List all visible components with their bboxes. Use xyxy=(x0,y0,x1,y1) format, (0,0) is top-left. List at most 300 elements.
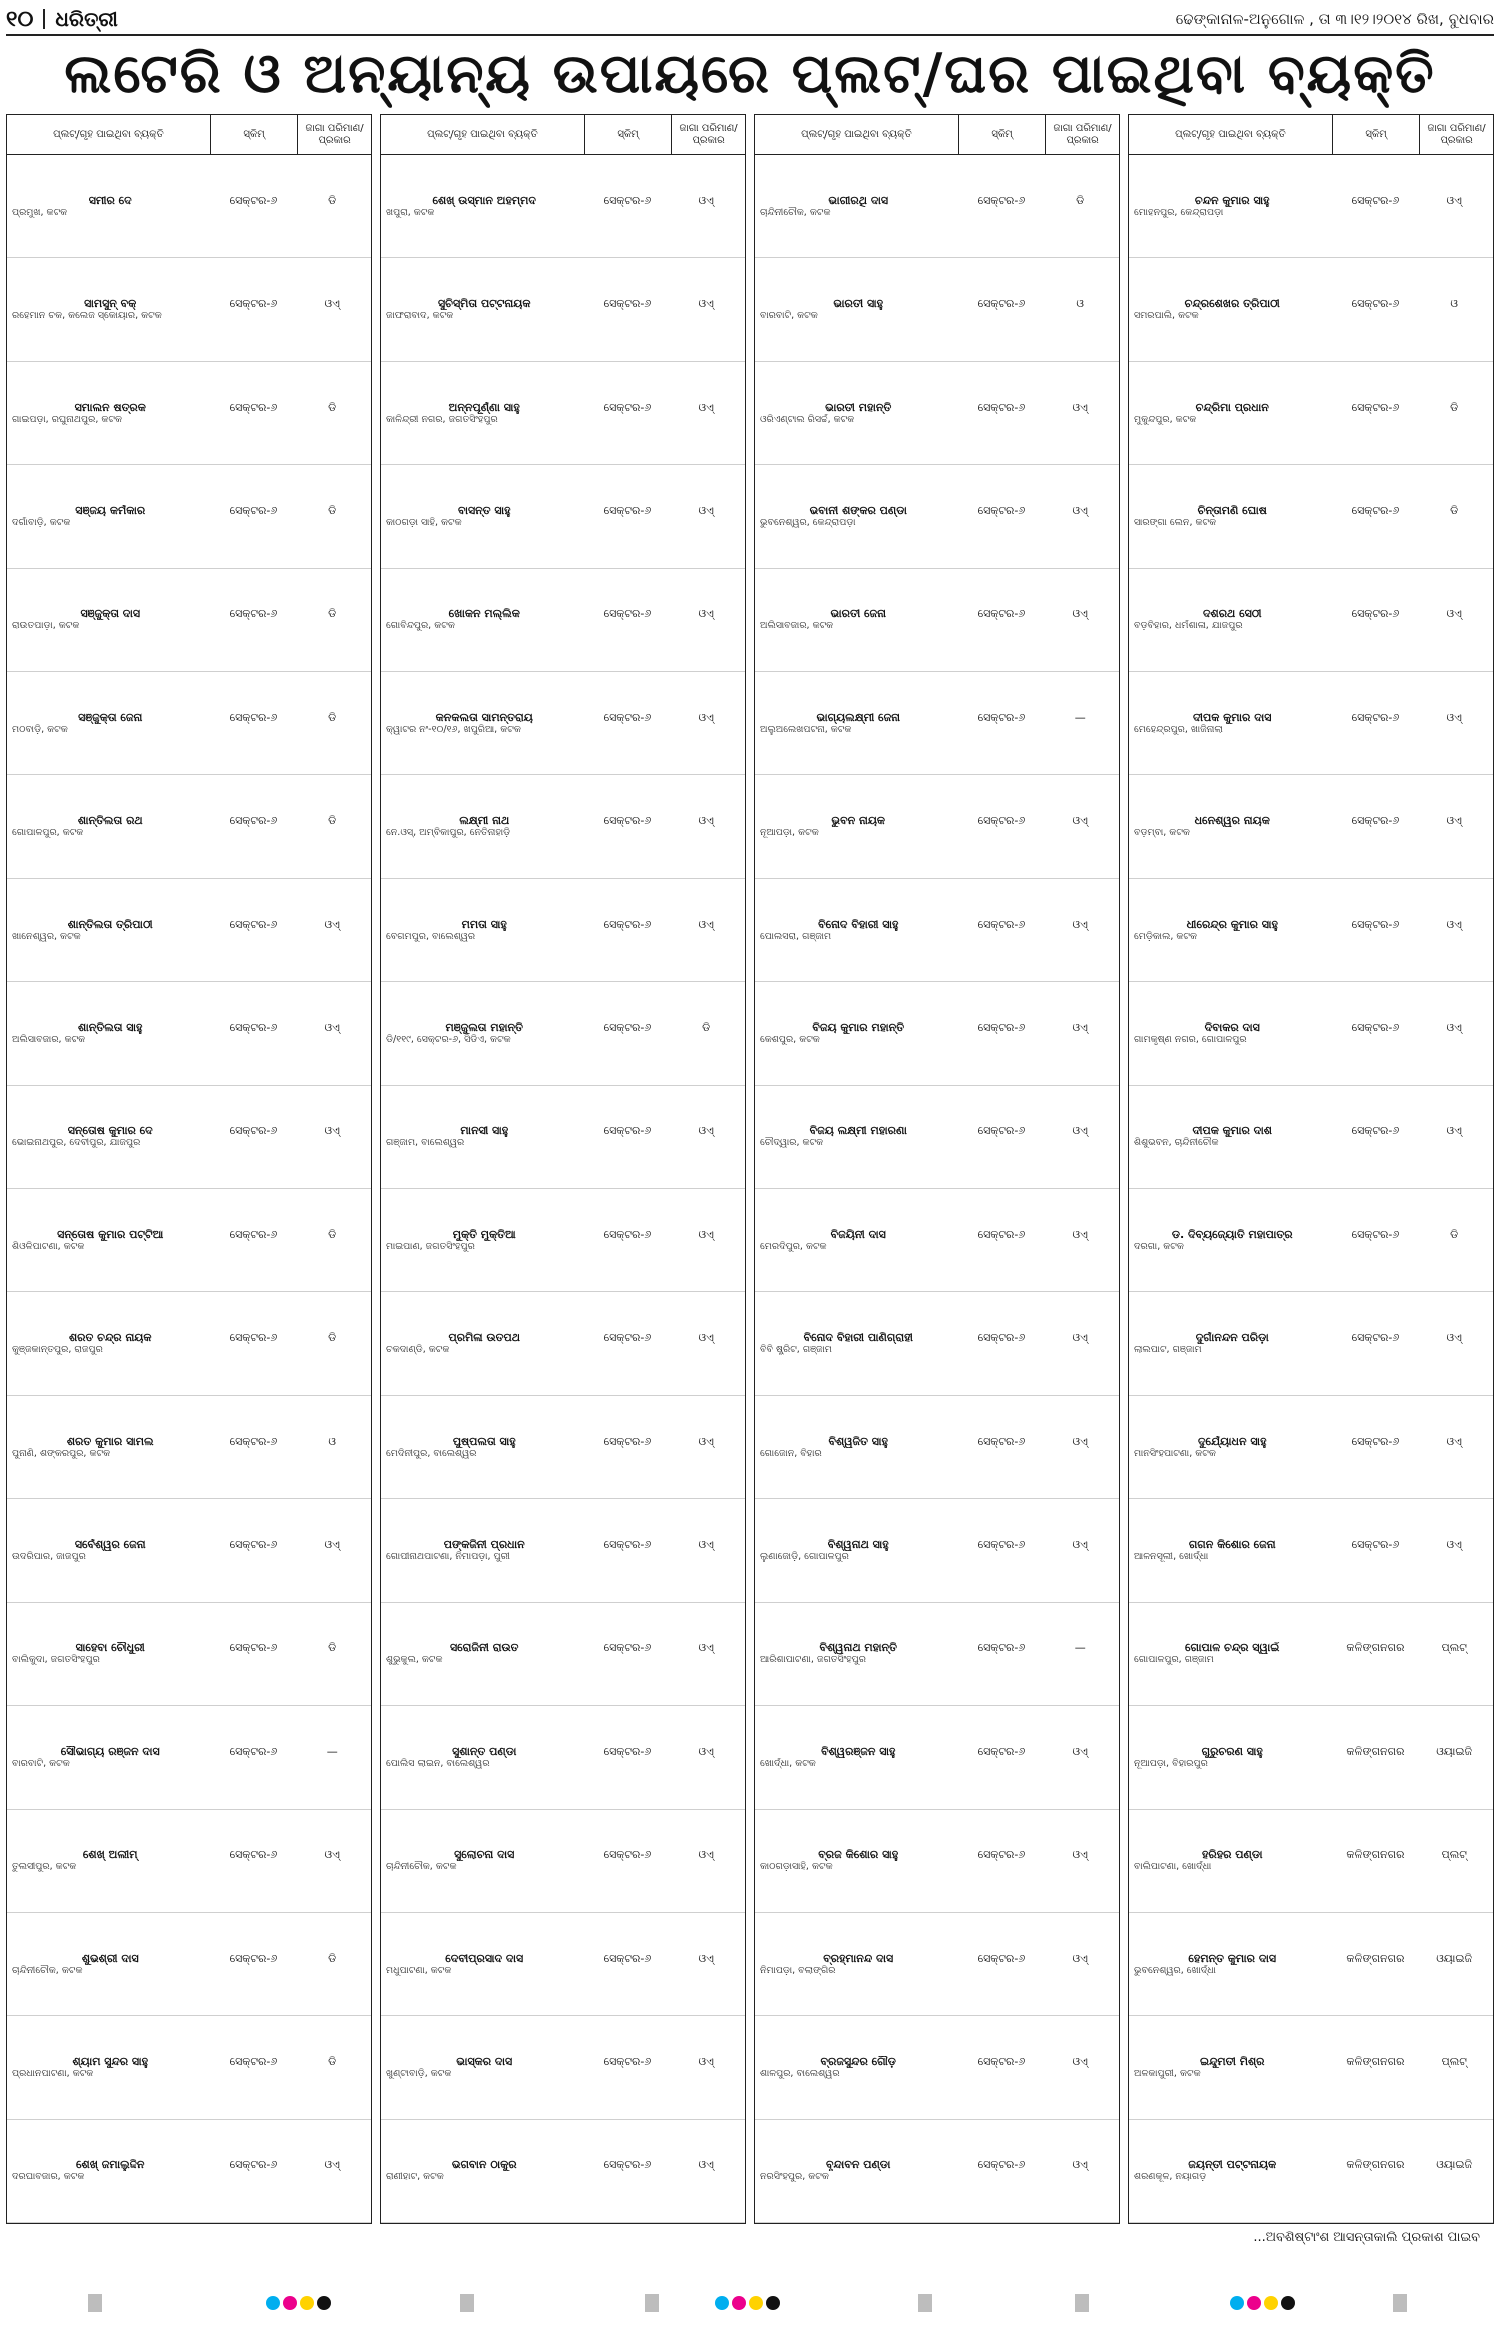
list-item xyxy=(381,1396,745,1499)
beneficiary-name: ପ୍ରମିଳା ଉତପଥ xyxy=(448,1332,520,1345)
list-item xyxy=(381,1706,745,1809)
beneficiary-name: ବିଶ୍ୱନାଥ ସାହୁ xyxy=(827,1538,889,1551)
beneficiary-name: ଦୁର୍ଯ୍ୟୋଧନ ସାହୁ xyxy=(1197,1435,1267,1448)
beneficiary-address: ପୁନାଣି, ଶଙ୍କରପୁର, କଟକ xyxy=(12,1447,111,1459)
scheme-name: ସେକ୍ଟର-୬ xyxy=(1351,298,1400,311)
color-dot xyxy=(1264,2296,1278,2310)
plot-size: ଓଏ୍ xyxy=(698,1538,714,1551)
entry-row xyxy=(10,608,368,620)
beneficiary-name: ଭାସ୍କର ଦାସ xyxy=(456,2056,513,2069)
plot-size: ଡି xyxy=(1076,194,1085,207)
plot-size: ଓଏ୍ xyxy=(1072,1332,1088,1345)
entry-row xyxy=(758,919,1116,931)
beneficiary-address: ବାଲିପାଟଣା, ଖୋର୍ଦ୍ଧା xyxy=(1134,1861,1212,1873)
dateline: ଢେଙ୍କାନାଳ-ଅନୁଗୋଳ , ତା ୩।୧୨।୨୦୧୪ ରିଖ, ବୁଧବାର xyxy=(1175,10,1494,28)
plot-size: ଓଏ୍ xyxy=(698,1952,714,1965)
beneficiary-name: ସୁଲୋଚନା ଦାସ xyxy=(454,1849,515,1862)
plot-size: ଓଏ୍ xyxy=(1072,504,1088,517)
beneficiary-name: ଶାନ୍ତିଲତା ସାହୁ xyxy=(78,1021,143,1034)
list-item xyxy=(755,1396,1119,1499)
plot-size: — xyxy=(1074,1642,1086,1655)
list-item xyxy=(7,1189,371,1292)
plot-size: ଓଏ୍ xyxy=(1446,194,1462,207)
list-item xyxy=(1129,155,1493,258)
list-item xyxy=(1129,1810,1493,1913)
beneficiary-address: ନିମାପଡ଼ା, ବଲାଙ୍ଗିର xyxy=(760,1964,836,1976)
beneficiary-name: ଧୀରେନ୍ଦ୍ର କୁମାର ସାହୁ xyxy=(1186,918,1278,931)
beneficiary-name: ମଞ୍ଜୁଲତା ମହାନ୍ତି xyxy=(445,1021,523,1034)
entry-row xyxy=(10,505,368,517)
beneficiary-address: ଭୁବନେଶ୍ୱର, ଖୋର୍ଦ୍ଧା xyxy=(1134,1964,1216,1976)
beneficiary-address: ମେହେନ୍ଦ୍ରପୁର, ଖାଜିନାଲା xyxy=(1134,723,1223,735)
color-dot xyxy=(266,2296,280,2310)
list-item xyxy=(381,569,745,672)
entry-row xyxy=(1132,815,1490,827)
color-dot xyxy=(1230,2296,1244,2310)
list-item xyxy=(755,1189,1119,1292)
beneficiary-name: ଶରତ ଚନ୍ଦ୍ର ନାୟକ xyxy=(68,1332,152,1345)
list-item xyxy=(7,1396,371,1499)
beneficiary-name: ଭାଗ୍ୟଲକ୍ଷ୍ମୀ ଜେନା xyxy=(816,711,901,724)
list-item xyxy=(1129,1189,1493,1292)
beneficiary-address: କାଳିନ୍ଦ୍ରୀ ନଗର, ଜଗତସିଂହପୁର xyxy=(386,413,498,425)
header-size: ଜାଗା ପରିମାଣ/ ପ୍ରକାର xyxy=(1053,122,1112,146)
beneficiary-name: ଚନ୍ଦ୍ରଶେଖର ତ୍ରିପାଠୀ xyxy=(1184,298,1280,311)
plot-size: ଡି xyxy=(328,711,337,724)
scheme-name: ସେକ୍ଟର-୬ xyxy=(1351,608,1400,621)
scheme-name: ସେକ୍ଟର-୬ xyxy=(1351,815,1400,828)
entry-row xyxy=(1132,195,1490,207)
plot-size: ଓଏ୍ xyxy=(324,1125,340,1138)
plot-size: ଓୟାଇଜି xyxy=(1436,1952,1473,1965)
beneficiary-name: ଜୟନ୍ତୀ ପଟ୍ଟନାୟକ xyxy=(1188,2159,1277,2172)
scheme-name: ସେକ୍ଟର-୬ xyxy=(977,1745,1026,1758)
plot-size: ଓଏ୍ xyxy=(1446,1332,1462,1345)
plot-size: ଓଏ୍ xyxy=(1072,1435,1088,1448)
plot-size: ଡି xyxy=(328,194,337,207)
beneficiary-address: ରାଉତପାଡ଼ା, କଟକ xyxy=(12,620,80,632)
beneficiary-address: କ୍ୱାଟର ନଂ-୧୦/୧୬, ଖପୁରିଆ, କଟକ xyxy=(386,723,521,735)
beneficiary-address: ଚୌଦ୍ୱାର, କଟକ xyxy=(760,1137,824,1149)
beneficiary-name: ବିନୋଦ ବିହାରୀ ପାଣିଗ୍ରାହୀ xyxy=(803,1332,913,1345)
beneficiary-name: ଦୀପକ କୁମାର ଦାସ xyxy=(1193,711,1272,724)
entry-row xyxy=(384,919,742,931)
list-item xyxy=(7,982,371,1085)
entry-row xyxy=(384,712,742,724)
plot-size: ଡି xyxy=(328,608,337,621)
entry-row xyxy=(1132,1746,1490,1758)
color-dot xyxy=(317,2296,331,2310)
entry-row xyxy=(384,1746,742,1758)
registration-mark xyxy=(918,2294,932,2312)
color-dot xyxy=(766,2296,780,2310)
beneficiary-name: ପୁଷ୍ପଲତା ସାହୁ xyxy=(452,1435,516,1448)
entry-list xyxy=(1129,155,1493,2223)
scheme-name: ସେକ୍ଟର-୬ xyxy=(1351,504,1400,517)
beneficiary-name: ଭବାନୀ ଶଙ୍କର ପଣ୍ଡା xyxy=(809,504,907,517)
plot-size: ଓୟାଇଜି xyxy=(1436,1745,1473,1758)
beneficiary-name: ଚିନ୍ତାମଣି ଘୋଷ xyxy=(1197,504,1267,517)
scheme-name: ସେକ୍ଟର-୬ xyxy=(229,298,278,311)
listing-column xyxy=(380,114,746,2224)
entry-row xyxy=(758,1849,1116,1861)
plot-size: ଡି xyxy=(1450,1228,1459,1241)
entry-row xyxy=(758,1436,1116,1448)
beneficiary-address: ମେରଦିପୁର, କଟକ xyxy=(760,1240,827,1252)
scheme-name: ସେକ୍ଟର-୬ xyxy=(229,815,278,828)
beneficiary-name: ବିଜୟିନୀ ଦାସ xyxy=(830,1228,886,1241)
beneficiary-address: ବେଗମପୁର, ବାଲେଶ୍ୱର xyxy=(386,930,476,942)
list-item xyxy=(755,569,1119,672)
beneficiary-address: ମାନସିଂହପାଟଣା, କଟକ xyxy=(1134,1447,1216,1459)
list-item xyxy=(755,2016,1119,2119)
scheme-name: ସେକ୍ଟର-୬ xyxy=(229,1021,278,1034)
scheme-name: ସେକ୍ଟର-୬ xyxy=(603,1435,652,1448)
beneficiary-address: ପୋଲିସ ଲାଇନ, ବାଲେଶ୍ୱର xyxy=(386,1757,490,1769)
beneficiary-address: କେଶପୁର, କଟକ xyxy=(760,1033,820,1045)
plot-size: ଡି xyxy=(1450,401,1459,414)
scheme-name: ସେକ୍ଟର-୬ xyxy=(229,1332,278,1345)
scheme-name: ସେକ୍ଟର-୬ xyxy=(229,2056,278,2069)
beneficiary-address: ଅଲିସାବଜାର, କଟକ xyxy=(760,620,834,632)
beneficiary-address: ଶୁଭୁକୁଲ, କଟକ xyxy=(386,1654,443,1666)
plot-size: ଓଏ୍ xyxy=(698,1745,714,1758)
list-item xyxy=(7,2016,371,2119)
entry-row xyxy=(758,815,1116,827)
list-item xyxy=(7,465,371,568)
list-item xyxy=(1129,879,1493,982)
plot-size: ଓଏ୍ xyxy=(698,1435,714,1448)
beneficiary-address: ବଡ଼ବିହାର, ଧର୍ମଶାଳା, ଯାଜପୁର xyxy=(1134,620,1243,632)
plot-size: ଓଏ୍ xyxy=(1072,1021,1088,1034)
beneficiary-address: ଦରଗା, କଟକ xyxy=(1134,1240,1184,1252)
color-dots xyxy=(266,2296,331,2310)
header-size: ଜାଗା ପରିମାଣ/ ପ୍ରକାର xyxy=(679,122,738,146)
list-item xyxy=(1129,1706,1493,1809)
beneficiary-address: ବାଲିକୁଦା, ଜଗତସିଂହପୁର xyxy=(12,1654,100,1666)
list-item xyxy=(381,672,745,775)
scheme-name: ସେକ୍ଟର-୬ xyxy=(977,1849,1026,1862)
beneficiary-name: ଅନ୍ନପୂର୍ଣ୍ଣା ସାହୁ xyxy=(448,401,520,414)
entry-row xyxy=(758,608,1116,620)
entry-row xyxy=(1132,608,1490,620)
plot-size: ଓଏ୍ xyxy=(1446,918,1462,931)
list-item xyxy=(381,2120,745,2223)
list-item xyxy=(1129,775,1493,878)
beneficiary-address: ଖୋର୍ଦ୍ଧା, କଟକ xyxy=(760,1757,816,1769)
beneficiary-name: ବିନୋଦ ବିହାରୀ ସାହୁ xyxy=(818,918,899,931)
beneficiary-address: ସାରଙ୍ଗା ଲେନ, କଟକ xyxy=(1134,516,1217,528)
plot-size: ଓ xyxy=(1076,298,1084,311)
column-header xyxy=(1129,115,1493,155)
beneficiary-name: ଭଗବାନ ଠାକୁର xyxy=(451,2159,517,2172)
entry-row xyxy=(1132,2056,1490,2068)
scheme-name: ସେକ୍ଟର-୬ xyxy=(603,1952,652,1965)
list-item xyxy=(1129,2120,1493,2223)
plot-size: ଓଏ୍ xyxy=(1446,815,1462,828)
scheme-name: ସେକ୍ଟର-୬ xyxy=(229,1849,278,1862)
entry-row xyxy=(1132,1642,1490,1654)
plot-size: ଡି xyxy=(1450,504,1459,517)
beneficiary-address: ଚକଦାଣ୍ଡି, କଟକ xyxy=(386,1344,450,1356)
registration-mark xyxy=(88,2294,102,2312)
entry-row xyxy=(384,2159,742,2171)
beneficiary-address: ଆରିଶାପାଟଣା, ଜଗତସିଂହପୁର xyxy=(760,1654,866,1666)
entry-row xyxy=(384,195,742,207)
entry-row xyxy=(1132,1953,1490,1965)
color-dot xyxy=(283,2296,297,2310)
scheme-name: ସେକ୍ଟର-୬ xyxy=(603,1228,652,1241)
beneficiary-name: ଦିବାକର ଦାସ xyxy=(1204,1021,1260,1034)
color-dot xyxy=(1247,2296,1261,2310)
list-item xyxy=(1129,982,1493,1085)
plot-size: ଡି xyxy=(328,2056,337,2069)
color-dots xyxy=(715,2296,780,2310)
beneficiary-name: ସାହେବା ଚୌଧୁରୀ xyxy=(75,1642,145,1655)
beneficiary-name: ବ୍ରଜ କିଶୋର ସାହୁ xyxy=(818,1849,899,1862)
scheme-name: କଳିଙ୍ଗନଗର xyxy=(1346,1642,1405,1655)
beneficiary-name: ବ୍ରହ୍ମାନନ୍ଦ ଦାସ xyxy=(823,1952,894,1965)
list-item xyxy=(1129,1603,1493,1706)
plot-size: ଓଏ୍ xyxy=(324,298,340,311)
plot-size: ଓଏ୍ xyxy=(1446,1125,1462,1138)
plot-size: ଓ xyxy=(328,1435,336,1448)
entry-row xyxy=(10,1125,368,1137)
entry-row xyxy=(758,1229,1116,1241)
listing-columns xyxy=(6,114,1494,2224)
header-name: ପ୍ଲଟ୍/ଗୃହ ପାଇଥିବା ବ୍ୟକ୍ତି xyxy=(755,115,959,154)
entry-row xyxy=(758,402,1116,414)
entry-row xyxy=(1132,1436,1490,1448)
beneficiary-name: ବିଶ୍ୱନାଥ ମହାନ୍ତି xyxy=(819,1642,897,1655)
scheme-name: ସେକ୍ଟର-୬ xyxy=(229,1435,278,1448)
list-item xyxy=(755,982,1119,1085)
list-item xyxy=(1129,1292,1493,1395)
entry-row xyxy=(758,298,1116,310)
scheme-name: ସେକ୍ଟର-୬ xyxy=(603,298,652,311)
beneficiary-address: ପ୍ରଧାନପାଟଣା, କଟକ xyxy=(12,2068,94,2080)
beneficiary-address: ମେଡ଼ିକାଲ, କଟକ xyxy=(1134,930,1198,942)
scheme-name: ସେକ୍ଟର-୬ xyxy=(229,504,278,517)
list-item xyxy=(1129,1913,1493,2016)
scheme-name: ସେକ୍ଟର-୬ xyxy=(977,1021,1026,1034)
beneficiary-name: ସଞ୍ଜୟ କର୍ମକାର xyxy=(75,504,146,517)
plot-size: ଡି xyxy=(328,1332,337,1345)
scheme-name: ସେକ୍ଟର-୬ xyxy=(229,1952,278,1965)
beneficiary-address: ବଡ଼ମ୍ବା, କଟକ xyxy=(1134,827,1190,839)
plot-size: ଓଏ୍ xyxy=(698,815,714,828)
beneficiary-address: ଗୋଜୋନ, ବିହାର xyxy=(760,1447,822,1459)
beneficiary-address: ଚାନ୍ଦିନୀଚୌକ, କଟକ xyxy=(386,1861,457,1873)
beneficiary-name: ଶାନ୍ତିଲତା ରଥ xyxy=(77,815,143,828)
list-item xyxy=(755,362,1119,465)
list-item xyxy=(755,1706,1119,1809)
plot-size: ଓଏ୍ xyxy=(1072,2056,1088,2069)
beneficiary-address: ମୋହନପୁର, କେନ୍ଦ୍ରାପଡ଼ା xyxy=(1134,206,1224,218)
beneficiary-name: ହରିହର ପଣ୍ଡା xyxy=(1201,1849,1263,1862)
entry-row xyxy=(758,1539,1116,1551)
header-left xyxy=(6,7,118,32)
list-item xyxy=(7,672,371,775)
beneficiary-name: ମୁକ୍ତି ମୁକ୍ତିଆ xyxy=(452,1228,516,1241)
list-item xyxy=(1129,672,1493,775)
entry-row xyxy=(10,1229,368,1241)
scheme-name: ସେକ୍ଟର-୬ xyxy=(977,194,1026,207)
color-dot xyxy=(300,2296,314,2310)
plot-size: ଡି xyxy=(328,401,337,414)
scheme-name: ସେକ୍ଟର-୬ xyxy=(977,298,1026,311)
plot-size: ଓଏ୍ xyxy=(324,2159,340,2172)
beneficiary-name: ଚନ୍ଦ୍ରିମା ପ୍ରଧାନ xyxy=(1195,401,1269,414)
beneficiary-address: ମେଦିନୀପୁର, ବାଲେଶ୍ୱର xyxy=(386,1447,477,1459)
beneficiary-name: ସରୋଜିନୀ ରାଉତ xyxy=(449,1642,519,1655)
beneficiary-name: ଦଶରଥ ସେଠୀ xyxy=(1202,608,1262,621)
plot-size: ଓଏ୍ xyxy=(1446,711,1462,724)
beneficiary-address: ଶରଣକୂଳ, ନୟାଗଡ଼ xyxy=(1134,2171,1207,2183)
beneficiary-name: ଶୁଭଶ୍ରୀ ଦାସ xyxy=(81,1952,139,1965)
beneficiary-name: ଧନେଶ୍ୱର ନାୟକ xyxy=(1194,815,1270,828)
scheme-name: ସେକ୍ଟର-୬ xyxy=(1351,1021,1400,1034)
beneficiary-name: ସାମସୁନ୍ ବକ୍ xyxy=(84,298,137,311)
beneficiary-name: ବାସନ୍ତ ସାହୁ xyxy=(457,504,511,517)
plot-size: ଓଏ୍ xyxy=(1446,608,1462,621)
beneficiary-name: ଇନ୍ଦୁମତୀ ମିଶ୍ର xyxy=(1199,2056,1265,2069)
entry-row xyxy=(10,298,368,310)
header-name: ପ୍ଲଟ୍/ଗୃହ ପାଇଥିବା ବ୍ୟକ୍ତି xyxy=(1129,115,1333,154)
color-dot xyxy=(1281,2296,1295,2310)
list-item xyxy=(7,775,371,878)
beneficiary-address: ଅଳକାପୁରୀ, କଟକ xyxy=(1134,2068,1201,2080)
entry-row xyxy=(758,712,1116,724)
list-item xyxy=(755,258,1119,361)
beneficiary-address: ନରସିଂହପୁର, କଟକ xyxy=(760,2171,829,2183)
list-item xyxy=(381,155,745,258)
scheme-name: ସେକ୍ଟର-୬ xyxy=(1351,1332,1400,1345)
scheme-name: କଳିଙ୍ଗନଗର xyxy=(1346,1745,1405,1758)
list-item xyxy=(1129,465,1493,568)
plot-size: ଓଏ୍ xyxy=(1446,1435,1462,1448)
entry-row xyxy=(10,712,368,724)
scheme-name: ସେକ୍ଟର-୬ xyxy=(977,1435,1026,1448)
beneficiary-address: ଗୋପୀନାଥପାଟଣା, ନିମାପଡ଼ା, ପୁରୀ xyxy=(386,1550,510,1562)
scheme-name: ସେକ୍ଟର-୬ xyxy=(603,918,652,931)
beneficiary-name: ମମତା ସାହୁ xyxy=(461,918,507,931)
entry-row xyxy=(384,1332,742,1344)
color-dot xyxy=(732,2296,746,2310)
scheme-name: ସେକ୍ଟର-୬ xyxy=(229,194,278,207)
beneficiary-name: ସର୍ବେଶ୍ୱର ଜେନା xyxy=(74,1538,146,1551)
header-name: ପ୍ଲଟ୍/ଗୃହ ପାଇଥିବା ବ୍ୟକ୍ତି xyxy=(7,115,211,154)
entry-row xyxy=(10,1746,368,1758)
list-item xyxy=(7,1086,371,1189)
entry-row xyxy=(1132,1022,1490,1034)
beneficiary-address: ଦର୍ଗାବାଡ଼ି, କଟକ xyxy=(12,516,71,528)
plot-size: ଓଏ୍ xyxy=(698,608,714,621)
plot-size: ଓଏ୍ xyxy=(698,504,714,517)
beneficiary-name: ଗଗନ କିଶୋର ଜେନା xyxy=(1188,1538,1276,1551)
beneficiary-name: ସଞ୍ଜୁକ୍ତା ଜେନା xyxy=(78,711,143,724)
entry-row xyxy=(1132,1849,1490,1861)
list-item xyxy=(381,775,745,878)
entry-row xyxy=(758,1332,1116,1344)
beneficiary-address: ଲାଲପାଟ, ଗଞ୍ଜାମ xyxy=(1134,1344,1202,1356)
entry-row xyxy=(1132,1332,1490,1344)
scheme-name: ସେକ୍ଟର-୬ xyxy=(1351,711,1400,724)
plot-size: ଡି xyxy=(328,1228,337,1241)
list-item xyxy=(755,155,1119,258)
beneficiary-address: ମୁକୁନ୍ଦପୁର, କଟକ xyxy=(1134,413,1197,425)
scheme-name: ସେକ୍ଟର-୬ xyxy=(977,401,1026,414)
entry-row xyxy=(384,1229,742,1241)
plot-size: ଓଏ୍ xyxy=(1072,401,1088,414)
beneficiary-name: ବିଶ୍ୱରଞ୍ଜନ ସାହୁ xyxy=(821,1745,896,1758)
scheme-name: ସେକ୍ଟର-୬ xyxy=(603,2056,652,2069)
scheme-name: ସେକ୍ଟର-୬ xyxy=(229,1125,278,1138)
list-item xyxy=(1129,1396,1493,1499)
beneficiary-name: ବିଜୟ କୁମାର ମହାନ୍ତି xyxy=(812,1021,905,1034)
scheme-name: ସେକ୍ଟର-୬ xyxy=(603,711,652,724)
beneficiary-address: ଭୋଇନାଥପୁର, ଦେବୀପୁର, ଯାଜପୁର xyxy=(12,1137,141,1149)
entry-row xyxy=(10,2056,368,2068)
beneficiary-address: ଆଳନସୂଲୀ, ଖୋର୍ଦ୍ଧା xyxy=(1134,1550,1209,1562)
entry-list xyxy=(381,155,745,2223)
header-size: ଜାଗା ପରିମାଣ/ ପ୍ରକାର xyxy=(1427,122,1486,146)
beneficiary-address: କୁଞ୍ଜକାନ୍ତପୁର, ରାଜପୁର xyxy=(12,1344,103,1356)
headline: ଲଟେରି ଓ ଅନ୍ୟାନ୍ୟ ଉପାୟରେ ପ୍ଲଟ୍/ଘର ପାଇଥିବା ବ୍ୟକ୍ତି xyxy=(64,42,1436,105)
plot-size: ଓଏ୍ xyxy=(1446,1538,1462,1551)
entry-row xyxy=(758,195,1116,207)
registration-mark xyxy=(1075,2294,1089,2312)
beneficiary-name: ସୁଚିସ୍ମିତା ପଟ୍ଟନାୟକ xyxy=(437,298,531,311)
scheme-name: ସେକ୍ଟର-୬ xyxy=(603,194,652,207)
beneficiary-address: ନୂଆପଡ଼ା, ବିହାରପୁର xyxy=(1134,1757,1208,1769)
entry-row xyxy=(758,1642,1116,1654)
scheme-name: ସେକ୍ଟର-୬ xyxy=(977,504,1026,517)
plot-size: ଡି xyxy=(702,1021,711,1034)
scheme-name: ସେକ୍ଟର-୬ xyxy=(977,1125,1026,1138)
scheme-name: ସେକ୍ଟର-୬ xyxy=(229,1745,278,1758)
entry-row xyxy=(1132,712,1490,724)
beneficiary-name: ହେମନ୍ତ କୁମାର ଦାସ xyxy=(1188,1952,1277,1965)
entry-row xyxy=(1132,298,1490,310)
list-item xyxy=(7,1292,371,1395)
list-item xyxy=(7,1603,371,1706)
list-item xyxy=(1129,2016,1493,2119)
plot-size: ଓଏ୍ xyxy=(698,918,714,931)
plot-size: ଓଏ୍ xyxy=(1072,2159,1088,2172)
beneficiary-address: ଖପୁରା, କଟକ xyxy=(386,206,435,218)
header-scheme: ସ୍କିମ୍ xyxy=(211,115,298,154)
beneficiary-name: ଭାରତୀ ଜେନା xyxy=(830,608,886,621)
beneficiary-name: ସୌଭାଗ୍ୟ ରଞ୍ଜନ ଦାସ xyxy=(60,1745,160,1758)
entry-list xyxy=(7,155,371,2223)
beneficiary-name: ବିଜୟ ଲକ୍ଷ୍ମୀ ମହାରଣା xyxy=(809,1125,907,1138)
scheme-name: ସେକ୍ଟର-୬ xyxy=(229,401,278,414)
entry-row xyxy=(10,1642,368,1654)
plot-size: ଓଏ୍ xyxy=(698,1228,714,1241)
list-item xyxy=(1129,362,1493,465)
list-item xyxy=(755,1603,1119,1706)
list-item xyxy=(1129,1086,1493,1189)
listing-column xyxy=(754,114,1120,2224)
list-item xyxy=(755,2120,1119,2223)
entry-row xyxy=(1132,1229,1490,1241)
entry-row xyxy=(10,1539,368,1551)
entry-row xyxy=(1132,1125,1490,1137)
list-item xyxy=(1129,569,1493,672)
continued-note: ...ଅବଶିଷ୍ଟାଂଶ ଆସନ୍ତାକାଲି ପ୍ରକାଶ ପାଇବ xyxy=(1253,2230,1480,2245)
list-item xyxy=(7,1499,371,1602)
